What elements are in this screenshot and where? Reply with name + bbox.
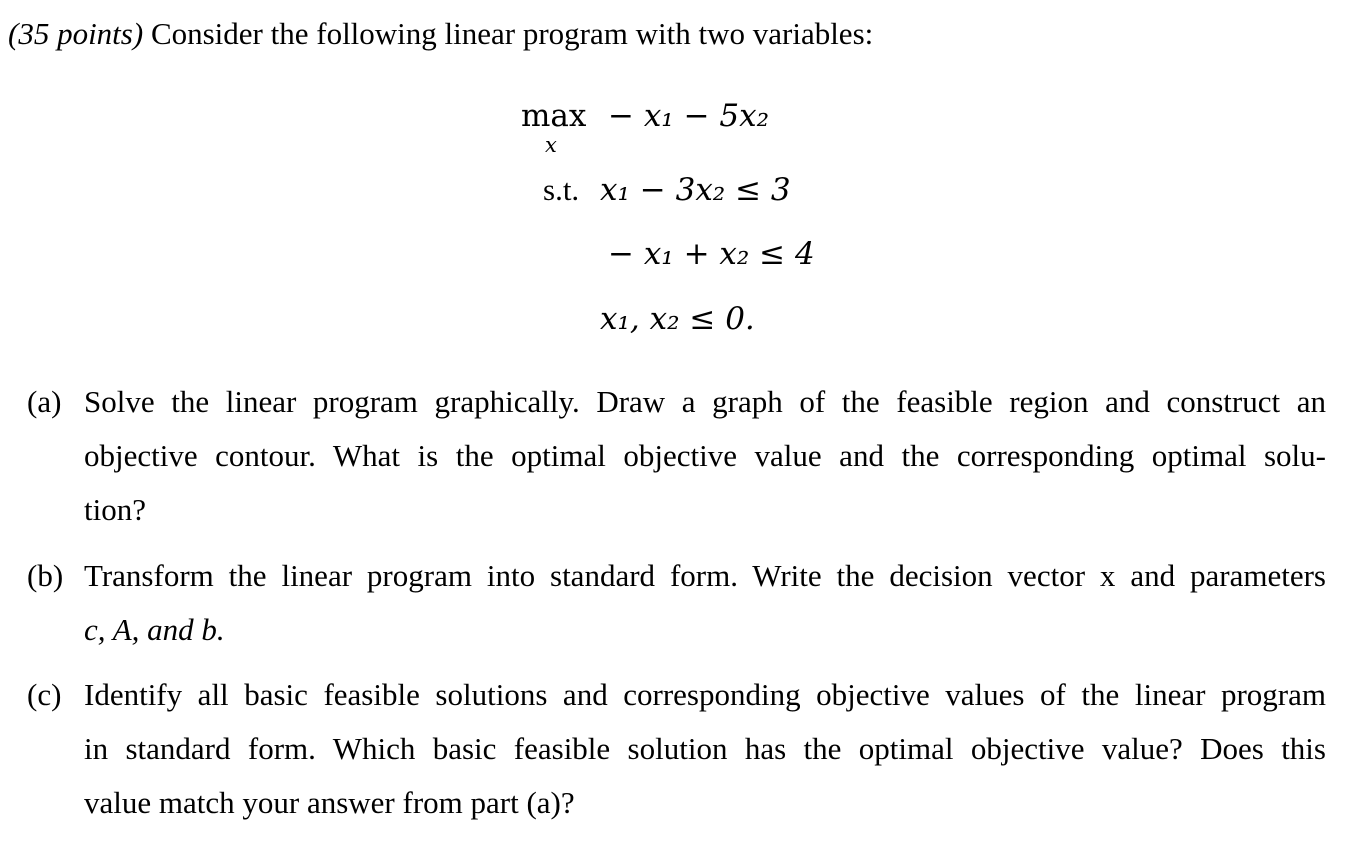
part-c-line: in standard form. Which basic feasible solution has the optimal objective value? Does this bbox=[84, 731, 1326, 766]
part-a-line: Solve the linear program graphically. Draw a graph of the feasible region and construct an bbox=[84, 384, 1326, 419]
linear-program bbox=[0, 0, 1370, 350]
part-a-label: (a) bbox=[27, 384, 62, 419]
points-label: (35 points) bbox=[8, 16, 144, 51]
part-b-line: Transform the linear program into standard form. Write the decision vector x and parameters bbox=[84, 558, 1326, 593]
part-a-text bbox=[84, 375, 1326, 537]
part-c-text bbox=[84, 668, 1326, 830]
objective-keyword: max bbox=[521, 98, 587, 134]
part-c bbox=[27, 668, 1327, 830]
subject-to-label: s.t. bbox=[543, 172, 580, 207]
part-c-line: value match your answer from part (a)? bbox=[84, 785, 575, 820]
part-a-line: tion? bbox=[84, 492, 146, 527]
part-c-label: (c) bbox=[27, 677, 62, 712]
part-b-text bbox=[84, 549, 1326, 657]
part-b bbox=[27, 549, 1327, 657]
objective-expression: − x₁ − 5x₂ bbox=[608, 98, 770, 134]
objective-variable: x bbox=[545, 133, 557, 157]
constraint-1: x₁ − 3x₂ ≤ 3 bbox=[600, 172, 791, 208]
constraint-2: − x₁ + x₂ ≤ 4 bbox=[608, 236, 815, 272]
part-b-label: (b) bbox=[27, 558, 64, 593]
part-b-line: c, A, and b. bbox=[84, 612, 225, 647]
constraint-3: x₁, x₂ ≤ 0. bbox=[600, 301, 755, 337]
intro-text: Consider the following linear program with two variables: bbox=[150, 16, 874, 51]
part-a bbox=[27, 375, 1327, 537]
part-c-line: Identify all basic feasible solutions and corresponding objective values of the linear program bbox=[84, 677, 1326, 712]
part-a-line: objective contour. What is the optimal objective value and the corresponding optimal solu- bbox=[84, 438, 1326, 473]
